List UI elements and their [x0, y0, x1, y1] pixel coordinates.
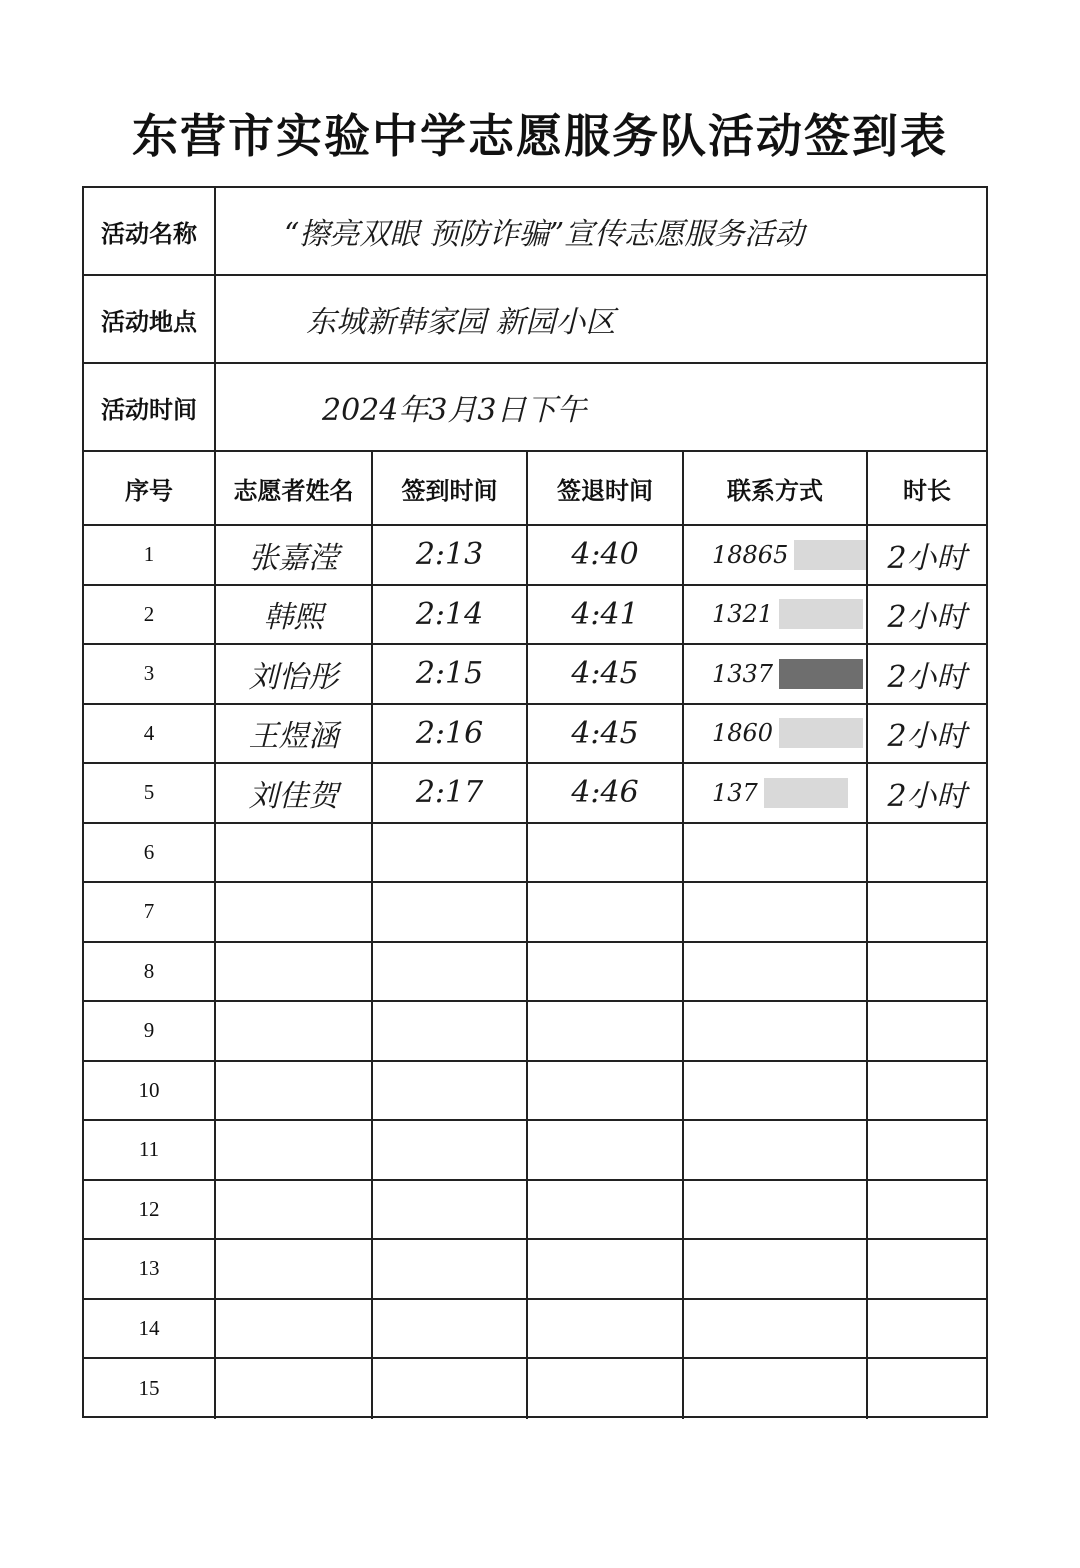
sign-in-time-text: 2:16	[415, 715, 484, 751]
duration-text: 2小时	[887, 719, 967, 755]
row-index-text: 4	[143, 720, 155, 745]
info-label: 活动地点	[84, 276, 216, 362]
page-title: 东营市实验中学志愿服务队活动签到表	[132, 109, 948, 163]
contact-phone	[684, 1062, 868, 1120]
volunteer-name	[216, 1002, 373, 1060]
row-index	[84, 526, 216, 584]
sign-in-time	[373, 764, 528, 822]
table-row	[84, 883, 986, 943]
row-index-text: 14	[138, 1315, 160, 1340]
sign-in-time	[373, 526, 528, 584]
info-label: 活动时间	[84, 364, 216, 450]
duration	[868, 883, 986, 941]
row-index	[84, 1002, 216, 1060]
contact-phone	[684, 1359, 868, 1419]
table-row	[84, 1359, 986, 1419]
duration	[868, 1240, 986, 1298]
table-row	[84, 943, 986, 1003]
sign-in-time	[373, 1300, 528, 1358]
row-index	[84, 1300, 216, 1358]
duration	[868, 764, 986, 822]
volunteer-name-text: 刘佳贺	[248, 778, 339, 814]
redaction-block	[779, 659, 863, 689]
row-index	[84, 943, 216, 1001]
sign-out-time	[528, 1121, 684, 1179]
sign-out-time	[528, 1002, 684, 1060]
sign-out-time-text: 4:41	[571, 596, 639, 632]
info-value-activity-name: “擦亮双眼 预防诈骗”宣传志愿服务活动	[284, 217, 805, 252]
column-header-sign-out: 签退时间	[528, 452, 684, 524]
sign-out-time	[528, 526, 684, 584]
sign-in-time	[373, 1062, 528, 1120]
sign-out-time	[528, 1240, 684, 1298]
contact-phone	[684, 645, 868, 703]
duration	[868, 586, 986, 644]
info-value-time: 2024年3月3日下午	[322, 393, 587, 428]
contact-phone	[684, 824, 868, 882]
redaction-block	[794, 540, 866, 570]
duration-text: 2小时	[887, 600, 967, 636]
sign-in-time	[373, 1240, 528, 1298]
duration	[868, 1300, 986, 1358]
contact-phone	[684, 764, 868, 822]
sign-in-time-text: 2:17	[415, 775, 484, 811]
table-header-row	[84, 452, 986, 526]
table-row	[84, 1240, 986, 1300]
sign-in-time-text: 2:14	[415, 596, 484, 632]
row-index-text: 12	[138, 1196, 160, 1221]
volunteer-name	[216, 943, 373, 1001]
volunteer-name	[216, 1300, 373, 1358]
row-index	[84, 1181, 216, 1239]
sign-out-time-text: 4:46	[571, 775, 639, 811]
column-header-duration: 时长	[903, 476, 951, 505]
row-index	[84, 1062, 216, 1120]
table-row	[84, 1121, 986, 1181]
sign-out-time	[528, 645, 684, 703]
table-row	[84, 1002, 986, 1062]
sign-out-time	[528, 943, 684, 1001]
duration-text: 2小时	[887, 778, 967, 814]
volunteer-name-text: 张嘉滢	[248, 540, 339, 576]
volunteer-name	[216, 1062, 373, 1120]
table-row	[84, 764, 986, 824]
sign-in-time	[373, 883, 528, 941]
row-index	[84, 705, 216, 763]
duration	[868, 824, 986, 882]
table-row	[84, 1062, 986, 1122]
contact-phone-text: 1337	[712, 659, 774, 688]
sign-out-time	[528, 1300, 684, 1358]
row-index	[84, 586, 216, 644]
redaction-block	[779, 718, 863, 748]
volunteer-name	[216, 1359, 373, 1419]
duration	[868, 1359, 986, 1419]
row-index-text: 15	[138, 1376, 160, 1401]
table-row	[84, 586, 986, 646]
sign-out-time-text: 4:40	[571, 537, 639, 573]
contact-phone-text: 18865	[712, 540, 789, 569]
table-row	[84, 1300, 986, 1360]
row-index-text: 9	[143, 1018, 155, 1043]
volunteer-name-text: 刘怡彤	[248, 659, 339, 695]
row-index	[84, 645, 216, 703]
volunteer-name	[216, 705, 373, 763]
sign-in-time-text: 2:15	[415, 656, 484, 692]
table-row	[84, 824, 986, 884]
contact-phone	[684, 705, 868, 763]
sign-in-time	[373, 1359, 528, 1419]
duration	[868, 1062, 986, 1120]
table-row	[84, 1181, 986, 1241]
sign-in-time	[373, 705, 528, 763]
volunteer-name	[216, 645, 373, 703]
contact-phone	[684, 1181, 868, 1239]
sign-in-time	[373, 586, 528, 644]
duration	[868, 526, 986, 584]
sign-out-time	[528, 1181, 684, 1239]
volunteer-name	[216, 824, 373, 882]
sign-in-time	[373, 824, 528, 882]
volunteer-name	[216, 764, 373, 822]
row-index	[84, 764, 216, 822]
volunteer-name-text: 韩熙	[263, 600, 324, 636]
info-row-time	[84, 364, 986, 452]
column-header-contact: 联系方式	[684, 452, 868, 524]
row-index-text: 1	[143, 542, 155, 567]
duration	[868, 1002, 986, 1060]
volunteer-name	[216, 1240, 373, 1298]
volunteer-name	[216, 883, 373, 941]
table-row	[84, 705, 986, 765]
table-row	[84, 526, 986, 586]
duration-text: 2小时	[887, 659, 967, 695]
contact-phone	[684, 526, 868, 584]
sign-out-time	[528, 824, 684, 882]
duration	[868, 1181, 986, 1239]
sign-out-time	[528, 705, 684, 763]
contact-phone-text: 137	[712, 778, 758, 807]
sign-in-time	[373, 1002, 528, 1060]
row-index-text: 5	[143, 780, 155, 805]
contact-phone	[684, 1002, 868, 1060]
sign-in-time	[373, 1121, 528, 1179]
duration	[868, 705, 986, 763]
volunteer-name	[216, 586, 373, 644]
row-index-text: 3	[143, 661, 155, 686]
volunteer-name	[216, 1181, 373, 1239]
volunteer-name	[216, 1121, 373, 1179]
contact-phone	[684, 586, 868, 644]
row-index	[84, 1240, 216, 1298]
contact-phone-text: 1860	[712, 719, 774, 748]
column-header-index: 序号	[84, 452, 216, 524]
column-header-name: 志愿者姓名	[216, 452, 373, 524]
column-header-sign-in: 签到时间	[373, 452, 528, 524]
row-index	[84, 1121, 216, 1179]
sign-in-time	[373, 943, 528, 1001]
contact-phone	[684, 943, 868, 1001]
duration	[868, 1121, 986, 1179]
sign-out-time	[528, 1359, 684, 1419]
contact-phone	[684, 1240, 868, 1298]
volunteer-name	[216, 526, 373, 584]
duration	[868, 645, 986, 703]
duration	[868, 943, 986, 1001]
sign-out-time	[528, 883, 684, 941]
info-row-activity-name	[84, 188, 986, 276]
info-label: 活动名称	[84, 188, 216, 274]
sign-in-time-text: 2:13	[415, 537, 484, 573]
sign-in-sheet	[82, 186, 988, 1418]
contact-phone-text: 1321	[712, 600, 774, 629]
row-index-text: 11	[138, 1137, 160, 1162]
row-index-text: 2	[143, 601, 155, 626]
redaction-block	[779, 599, 863, 629]
volunteer-name-text: 王煜涵	[248, 719, 339, 755]
contact-phone	[684, 1121, 868, 1179]
row-index	[84, 883, 216, 941]
row-index	[84, 1359, 216, 1419]
duration-text: 2小时	[887, 540, 967, 576]
info-row-location	[84, 276, 986, 364]
row-index-text: 7	[143, 899, 155, 924]
table-row	[84, 645, 986, 705]
row-index-text: 6	[143, 839, 155, 864]
row-index	[84, 824, 216, 882]
contact-phone	[684, 1300, 868, 1358]
sign-in-time	[373, 1181, 528, 1239]
sign-out-time-text: 4:45	[571, 715, 639, 751]
redaction-block	[764, 778, 848, 808]
sign-in-time	[373, 645, 528, 703]
row-index-text: 8	[143, 958, 155, 983]
sign-out-time	[528, 1062, 684, 1120]
sign-out-time	[528, 586, 684, 644]
sign-out-time	[528, 764, 684, 822]
sign-out-time-text: 4:45	[571, 656, 639, 692]
row-index-text: 13	[138, 1256, 160, 1281]
row-index-text: 10	[138, 1077, 160, 1102]
contact-phone	[684, 883, 868, 941]
info-value-location: 东城新韩家园 新园小区	[306, 305, 616, 340]
